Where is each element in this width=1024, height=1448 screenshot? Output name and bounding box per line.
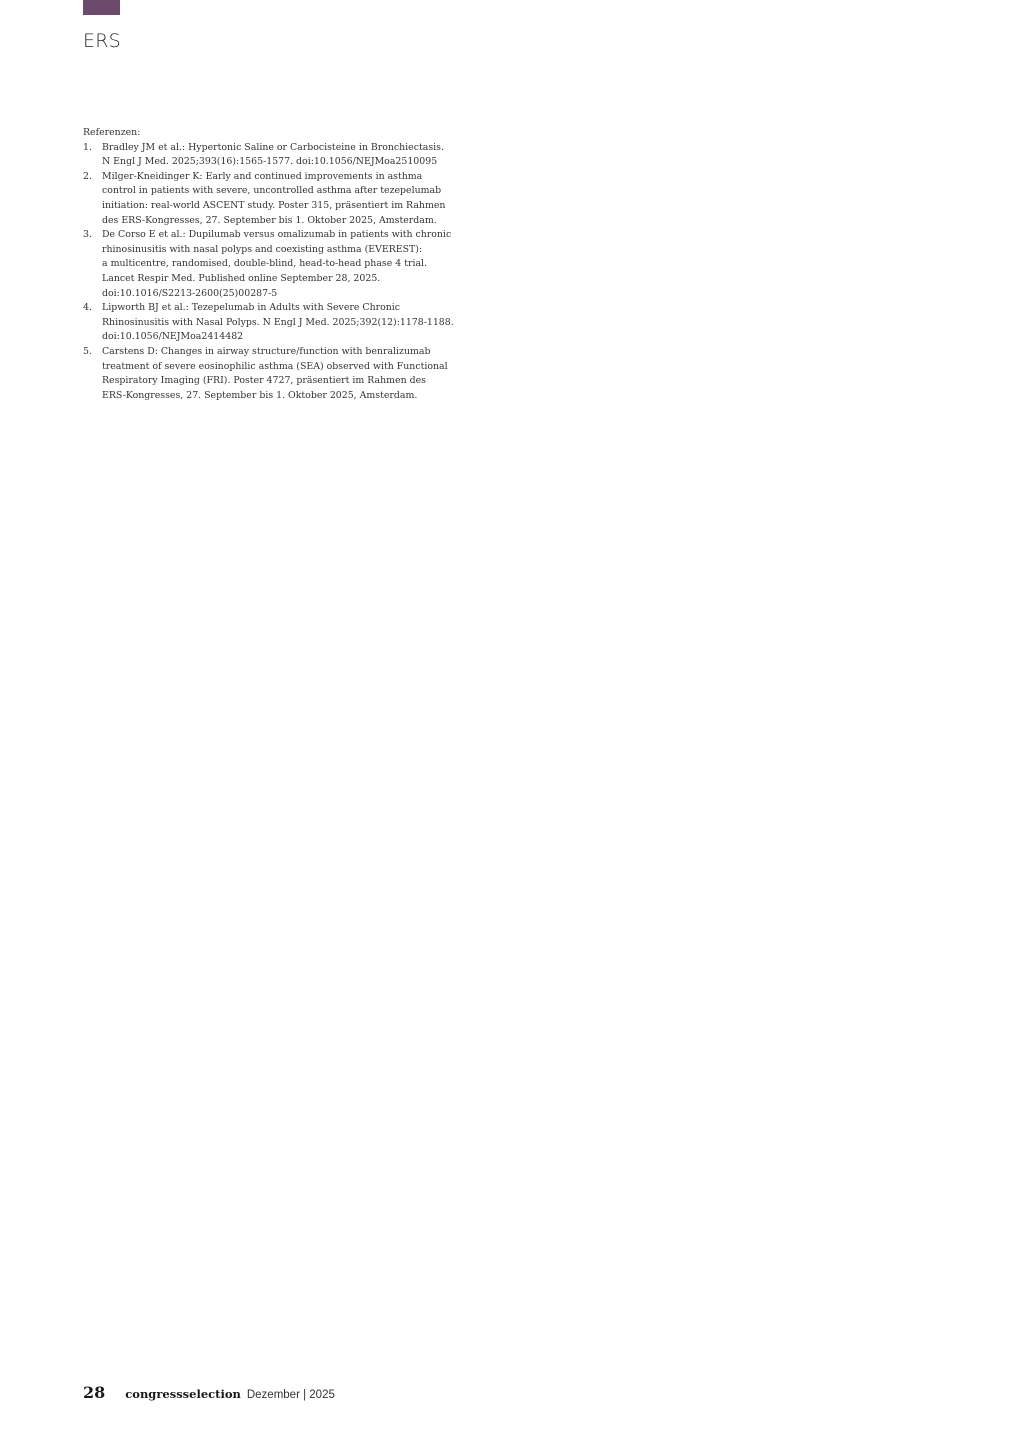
reference-text [102,141,453,170]
references-section [83,126,453,403]
reference-line: Lipworth BJ et al.: Tezepelumab in Adults with Severe Chronic [102,302,401,314]
reference-number: 1. [83,141,92,153]
reference-number: 3. [83,229,92,241]
reference-number: 4. [83,302,92,314]
reference-line: Carstens D: Changes in airway structure/function with benralizumab [102,345,431,357]
references-heading: Referenzen: [83,127,141,138]
reference-text [102,228,453,301]
reference-item [83,228,453,301]
reference-line: a multicentre, randomised, double-blind, head-to-head phase 4 trial. [102,258,428,270]
reference-line: Bradley JM et al.: Hypertonic Saline or Carbocisteine in Bronchiectasis. [102,141,444,153]
reference-line: Lancet Respir Med. Published online September 28, 2025. [102,272,381,284]
reference-line: doi:10.1016/S2213-2600(25)00287-5 [102,287,278,299]
section-title: ERS [83,30,121,52]
page-number: 28 [83,1383,106,1402]
publication-name: congressselection [125,1387,241,1401]
reference-line: Milger-Kneidinger K: Early and continued improvements in asthma [102,170,423,182]
reference-text [102,301,454,345]
references-list [83,141,453,404]
reference-line: initiation: real-world ASCENT study. Poster 315, präsentiert im Rahmen [102,199,446,211]
reference-line: des ERS-Kongresses, 27. September bis 1. Oktober 2025, Amsterdam. [102,214,437,226]
reference-item [83,345,453,403]
reference-line: De Corso E et al.: Dupilumab versus omalizumab in patients with chronic [102,229,452,241]
issue-date: Dezember | 2025 [246,1389,335,1401]
reference-line: treatment of severe eosinophilic asthma (SEA) observed with Functional [102,360,448,372]
reference-line: doi:10.1056/NEJMoa2414482 [102,331,244,343]
reference-line: control in patients with severe, uncontrolled asthma after tezepelumab [102,185,442,197]
reference-number: 2. [83,170,92,182]
reference-item [83,141,453,170]
reference-line: Respiratory Imaging (FRI). Poster 4727, präsentiert im Rahmen des [102,375,426,387]
reference-item [83,170,453,228]
page-footer [83,1383,335,1402]
reference-line: N Engl J Med. 2025;393(16):1565-1577. doi:10.1056/NEJMoa2510095 [102,156,438,168]
reference-line: rhinosinusitis with nasal polyps and coexisting asthma (EVEREST): [102,243,423,255]
reference-item [83,301,453,345]
reference-line: ERS-Kongresses, 27. September bis 1. Oktober 2025, Amsterdam. [102,389,418,401]
reference-line: Rhinosinusitis with Nasal Polyps. N Engl J Med. 2025;392(12):1178-1188. [102,316,454,328]
section-accent-bar [83,0,120,15]
reference-text [102,345,453,403]
reference-text [102,170,453,228]
reference-number: 5. [83,345,92,357]
